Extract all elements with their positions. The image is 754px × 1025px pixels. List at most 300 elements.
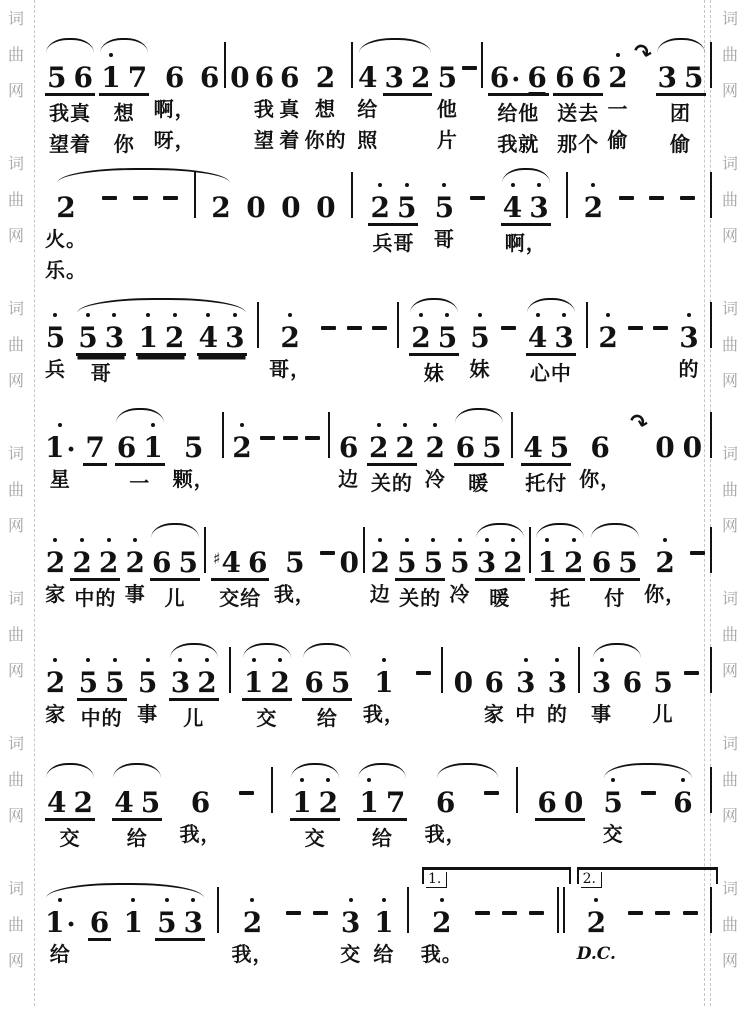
- octave-dot-icon: [545, 538, 549, 542]
- note-number: [280, 59, 299, 92]
- volta-bracket: [422, 867, 571, 887]
- note-number: [171, 664, 190, 697]
- barline: [271, 773, 273, 837]
- note-number: [73, 59, 92, 92]
- note-number: [397, 189, 416, 222]
- note-digit: [88, 893, 111, 941]
- note-digit: [482, 418, 501, 462]
- slur-line: [46, 763, 94, 778]
- note-wrap: [598, 308, 617, 352]
- beam-group: [357, 773, 407, 821]
- note-wrap: [239, 773, 254, 806]
- octave-dot-icon: [511, 538, 515, 542]
- note-token: [577, 893, 616, 968]
- dash-stroke: [462, 66, 477, 70]
- watermark-text: 曲: [8, 45, 25, 64]
- octave-dot-row: [349, 893, 353, 904]
- note-token: [607, 48, 628, 154]
- slur-line: [358, 763, 406, 778]
- digit: 6: [590, 431, 610, 464]
- note-number: [426, 429, 445, 462]
- note-number: [564, 544, 583, 577]
- note-token: [340, 533, 359, 608]
- note-digit: [248, 533, 267, 577]
- octave-dot-icon: [524, 658, 528, 662]
- digit: 5: [78, 666, 99, 699]
- note-wrap: [653, 308, 668, 341]
- beam-group: [99, 48, 149, 96]
- lyric: 哥: [433, 227, 455, 251]
- barline: [516, 773, 518, 837]
- octave-dot-row: [591, 178, 595, 189]
- digit: 5: [450, 546, 470, 579]
- note-wrap: [470, 178, 485, 211]
- system-7: [45, 773, 712, 852]
- barline-stroke: [481, 42, 483, 88]
- note-number: [438, 319, 457, 352]
- barline: [710, 308, 712, 372]
- beam-group: [76, 308, 126, 356]
- note-token: [155, 893, 205, 972]
- octave-dot-icon: [151, 423, 155, 427]
- note-token: [230, 48, 249, 154]
- lyric: 冷: [424, 467, 446, 491]
- watermark-text: 网: [8, 371, 25, 390]
- octave-dot-row: [663, 533, 667, 544]
- note-wrap: [407, 893, 409, 926]
- note-wrap: [673, 773, 692, 817]
- barline-stroke: [563, 887, 565, 933]
- note-wrap: [217, 893, 219, 926]
- octave-dot-icon: [288, 313, 292, 317]
- digit: 6: [279, 61, 300, 94]
- note-token: [254, 48, 275, 154]
- note-wrap: [710, 418, 712, 451]
- lyric: 我: [253, 97, 275, 121]
- duration-dash: [305, 418, 320, 482]
- lyric: 关的: [399, 586, 442, 610]
- note-digit: [47, 48, 66, 92]
- note-wrap: [441, 653, 443, 686]
- watermark-text: 曲: [8, 190, 25, 209]
- watermark-text: 词: [722, 9, 739, 28]
- digit: 7: [85, 431, 105, 464]
- note-number: [331, 664, 350, 697]
- watermark-text: 曲: [722, 625, 739, 644]
- note-digit: [435, 178, 454, 222]
- note-number: [152, 544, 171, 577]
- digit: 5: [618, 546, 638, 579]
- note-wrap: [683, 418, 702, 462]
- duration-dash: [470, 178, 485, 273]
- slur-line: [476, 523, 524, 538]
- octave-dot-icon: [326, 778, 330, 782]
- note-token: [526, 308, 576, 387]
- dash-stroke: [653, 326, 668, 330]
- digit: 2: [563, 546, 584, 579]
- note-wrap: [165, 48, 184, 92]
- slur-line: [57, 168, 230, 183]
- digit: 5: [105, 666, 125, 699]
- note-token: [370, 533, 391, 608]
- digit: 1: [537, 546, 557, 579]
- lyric: 托: [549, 586, 571, 610]
- note-wrap: [501, 308, 516, 341]
- lyric: 我，: [231, 942, 274, 966]
- digit: 3: [516, 666, 536, 699]
- octave-dot-icon: [173, 313, 177, 317]
- octave-dot-icon: [109, 53, 113, 57]
- note-wrap: [548, 653, 567, 697]
- note-number: [655, 429, 674, 462]
- note-number: [584, 189, 603, 222]
- note-digit: [56, 178, 75, 222]
- digit: 2: [242, 906, 263, 939]
- digit: 2: [211, 191, 231, 224]
- dash-stroke: [502, 911, 517, 915]
- octave-dot-row: [113, 653, 117, 664]
- barline-stroke: [407, 887, 409, 933]
- note-token: [673, 773, 692, 848]
- note-token: [584, 178, 603, 284]
- note-token: [137, 653, 158, 728]
- note-wrap: [200, 48, 219, 92]
- note-wrap: [224, 48, 226, 81]
- lyric: 的: [546, 702, 568, 726]
- note-digit: [489, 48, 521, 95]
- note-number: [684, 59, 703, 92]
- lyric-verse2: 望着: [48, 132, 91, 156]
- note-digit: [45, 418, 76, 465]
- dash-stroke: [475, 911, 490, 915]
- dash-stroke: [641, 791, 656, 795]
- barline: [351, 48, 353, 143]
- note-wrap: [475, 893, 490, 926]
- barline: [529, 533, 531, 597]
- lyric: 交: [602, 822, 624, 846]
- note-number: [438, 59, 457, 92]
- note-wrap: [628, 308, 643, 341]
- digit: 5: [603, 786, 623, 819]
- note-wrap: [197, 308, 247, 356]
- note-number: [200, 59, 219, 92]
- note-number: [114, 784, 133, 817]
- digit: 3: [657, 61, 678, 94]
- note-number: [47, 59, 66, 92]
- digit: 4: [523, 431, 543, 464]
- beam-group: [242, 653, 292, 701]
- note-number: [78, 319, 97, 352]
- note-number: [56, 189, 75, 222]
- octave-dot-icon: [681, 778, 685, 782]
- lyric: 我，: [424, 822, 467, 846]
- note-number: [123, 904, 142, 937]
- note-number: [503, 544, 522, 577]
- lyric: 边: [369, 582, 391, 606]
- note-wrap: [290, 773, 340, 821]
- octave-dot-row: [80, 533, 84, 544]
- digit: 6: [455, 431, 476, 464]
- barline-stroke: [557, 887, 559, 933]
- octave-dot-icon: [378, 183, 382, 187]
- note-wrap: [603, 773, 622, 817]
- barline-stroke: [351, 42, 353, 88]
- note-digit: [438, 308, 457, 352]
- note-number: [143, 429, 162, 462]
- beam-group: [501, 178, 551, 226]
- dash-stroke: [690, 551, 705, 555]
- note-wrap: [211, 178, 230, 222]
- augmentation-dot-icon: ·: [66, 435, 76, 465]
- digit: 1: [359, 786, 379, 819]
- note-token: [656, 48, 706, 158]
- beam-group: [367, 418, 417, 466]
- note-number: [450, 544, 469, 577]
- note-number: [618, 544, 637, 577]
- beam-group: [395, 533, 445, 581]
- note-wrap: [99, 48, 149, 96]
- note-wrap: [368, 178, 418, 226]
- dash-stroke: [320, 551, 335, 555]
- note-wrap: [655, 533, 674, 577]
- note-token: [281, 178, 300, 284]
- note-digit: [319, 773, 338, 817]
- barline: [257, 308, 259, 372]
- barline: [224, 48, 226, 143]
- note-wrap: [358, 48, 377, 92]
- digit: 3: [225, 321, 245, 354]
- octave-dot-row: [478, 308, 482, 319]
- digit: 0: [339, 546, 360, 579]
- octave-dot-icon: [252, 658, 256, 662]
- lyric-verse2: 着: [279, 128, 301, 152]
- barline: [441, 653, 443, 717]
- note-token: [535, 773, 585, 852]
- digit: 6: [622, 666, 643, 699]
- duration-dash: [239, 773, 254, 837]
- lyric-verse2: 你的: [304, 128, 347, 152]
- note-number: [72, 544, 91, 577]
- note-token: [316, 178, 335, 284]
- note-token: [112, 773, 162, 852]
- note-token: [338, 418, 359, 493]
- lyric: 给: [371, 826, 393, 850]
- slur-line: [77, 298, 245, 313]
- note-wrap: [211, 533, 270, 581]
- watermark-text: 网: [722, 806, 739, 825]
- note-digit: [143, 418, 162, 462]
- barline: [710, 893, 712, 957]
- digit: 6: [555, 61, 575, 94]
- slur-line: [291, 763, 339, 778]
- note-digit: [316, 48, 335, 92]
- note-digit: [213, 533, 241, 577]
- watermark-text: 网: [722, 371, 739, 390]
- lyric: 儿: [164, 586, 186, 610]
- note-number: [138, 319, 157, 352]
- digit: 2: [431, 906, 452, 939]
- note-number: [213, 544, 241, 577]
- note-number: [117, 429, 136, 462]
- note-wrap: [462, 48, 477, 81]
- note-token: [76, 308, 126, 387]
- note-wrap: [526, 308, 576, 356]
- note-wrap: [623, 653, 642, 697]
- note-wrap: [88, 893, 111, 941]
- octave-dot-icon: [536, 313, 540, 317]
- note-digit: [45, 893, 76, 940]
- note-digit: [179, 533, 198, 577]
- note-wrap: [280, 308, 299, 352]
- digit: 4: [527, 321, 548, 354]
- watermark-text: 网: [722, 516, 739, 535]
- note-token: [679, 308, 700, 383]
- note-number: [411, 319, 430, 352]
- note-token: [367, 418, 417, 497]
- note-number: [45, 429, 76, 465]
- note-digit: [331, 653, 350, 697]
- slur-line: [151, 523, 199, 538]
- note-wrap: [470, 308, 489, 352]
- octave-dot-icon: [377, 423, 381, 427]
- watermark-text: 网: [8, 81, 25, 100]
- barline-stroke: [224, 42, 226, 88]
- glissando-arrow-icon: [626, 409, 651, 482]
- system-2: [45, 178, 712, 288]
- note-token: [535, 533, 585, 612]
- note-number: [516, 664, 535, 697]
- octave-dot-row: [240, 418, 244, 429]
- barline: [511, 418, 513, 482]
- digit: 6: [537, 786, 557, 819]
- note-digit: [199, 308, 218, 352]
- lyric-verse2: 呀，: [153, 128, 196, 152]
- note-number: [655, 544, 674, 577]
- note-wrap: [516, 653, 535, 697]
- note-number: [550, 429, 569, 462]
- note-digit: [587, 893, 606, 937]
- note-wrap: [710, 773, 712, 806]
- digit: 3: [104, 321, 125, 354]
- note-token: [644, 533, 686, 608]
- lyric: 团: [670, 101, 692, 125]
- octave-dot-icon: [591, 183, 595, 187]
- octave-dot-row: [133, 533, 137, 544]
- note-token: [623, 653, 642, 728]
- beam-group: [535, 533, 585, 581]
- note-wrap: [590, 418, 609, 462]
- note-number: [456, 429, 475, 462]
- octave-dot-row: [433, 418, 437, 429]
- note-digit: [537, 773, 556, 817]
- octave-dot-row: [403, 418, 407, 429]
- note-digit: [450, 533, 469, 577]
- note-digit: [395, 418, 414, 462]
- lyric: 交给: [219, 586, 262, 610]
- digit: 5: [45, 321, 66, 354]
- note-wrap: [283, 418, 298, 451]
- note-digit: [358, 48, 377, 92]
- note-number: [454, 664, 473, 697]
- beam-group: [409, 308, 459, 356]
- note-wrap: [112, 773, 162, 821]
- duration-dash: [475, 893, 490, 957]
- note-token: [83, 418, 106, 497]
- note-wrap: [397, 308, 399, 341]
- note-digit: [653, 653, 672, 697]
- slur-line: [359, 38, 432, 53]
- note-wrap: [316, 48, 335, 92]
- note-digit: [141, 773, 160, 817]
- note-digit: [244, 653, 263, 697]
- digit: 2: [583, 191, 604, 224]
- beam-group: [526, 308, 576, 356]
- digit: 5: [330, 666, 351, 699]
- octave-dot-icon: [349, 898, 353, 902]
- watermark-text: 词: [8, 879, 25, 898]
- slur-line: [455, 408, 503, 423]
- digit: 5: [434, 191, 455, 224]
- note-number: [432, 904, 451, 937]
- slur-line: [437, 763, 498, 778]
- note-wrap: [285, 533, 304, 577]
- note-number: [537, 544, 556, 577]
- note-wrap: [341, 893, 360, 937]
- note-wrap: [370, 533, 389, 577]
- note-wrap: [204, 533, 206, 566]
- note-wrap: [191, 773, 210, 817]
- note-digit: [370, 178, 389, 222]
- lyric: 交: [304, 826, 326, 850]
- duration-dash: [690, 533, 705, 597]
- beam-group: [290, 773, 340, 821]
- dash-stroke: [655, 911, 670, 915]
- octave-dot-icon: [442, 183, 446, 187]
- watermark-text: 曲: [8, 480, 25, 499]
- note-number: [191, 784, 210, 817]
- watermark-text: 词: [8, 9, 25, 28]
- note-wrap: [46, 533, 65, 577]
- note-wrap: [475, 533, 525, 581]
- note-digit: [454, 653, 473, 697]
- note-digit: [191, 773, 210, 817]
- note-digit: [285, 533, 304, 577]
- dash-stroke: [372, 326, 387, 330]
- note-number: [370, 544, 389, 577]
- digit: 6: [152, 546, 172, 579]
- digit: 0: [563, 786, 584, 819]
- beam-group: [197, 308, 247, 356]
- note-number: [83, 429, 106, 466]
- note-digit: [438, 48, 457, 92]
- slur-line: [243, 643, 291, 658]
- sharp-icon: ♯: [212, 549, 221, 568]
- note-number: [105, 664, 124, 697]
- lyric: 星: [49, 467, 71, 491]
- lyric: 冷: [449, 582, 471, 606]
- octave-dot-row: [616, 48, 620, 59]
- note-digit: [516, 653, 535, 697]
- lyric: 给: [49, 942, 71, 966]
- dash-stroke: [470, 196, 485, 200]
- slur-line: [502, 168, 550, 183]
- note-number: [683, 429, 702, 462]
- octave-dot-row: [86, 653, 90, 664]
- duration-dash: [347, 308, 362, 372]
- note-number: [319, 784, 338, 817]
- note-number: [292, 784, 311, 817]
- note-wrap: [123, 893, 142, 937]
